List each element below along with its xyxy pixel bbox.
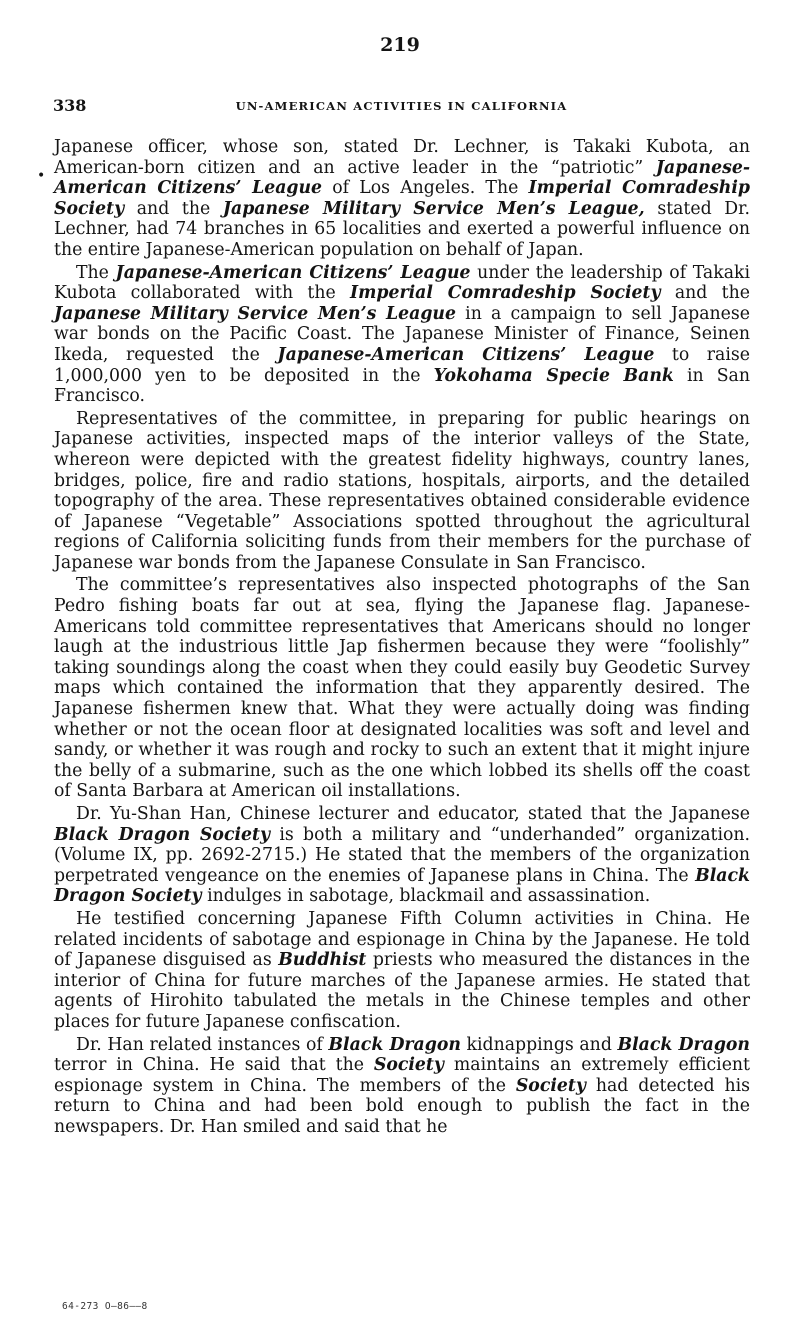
italic-name: Society bbox=[515, 1075, 586, 1096]
italic-name: Black Dragon bbox=[328, 1034, 461, 1055]
text-run: and the bbox=[124, 198, 223, 219]
italic-name: Black Dragon bbox=[617, 1034, 750, 1055]
italic-name: Japanese-American Citizens’ League bbox=[54, 157, 750, 199]
italic-name: Buddhist bbox=[278, 950, 367, 971]
italic-name: Imperial Comradeship Society bbox=[54, 178, 750, 219]
running-title: UN-AMERICAN ACTIVITIES IN CALIFORNIA bbox=[235, 99, 568, 113]
margin-mark: • bbox=[37, 168, 46, 184]
text-run: Dr. Yu-Shan Han, Chinese lecturer and educator, stated that the Japanese bbox=[76, 804, 750, 824]
italic-name: Japanese Military Service Men’s League bbox=[54, 303, 456, 324]
text-run: Japanese officer, whose son, stated Dr. Lechner, is Takaki Kubota, an American-born citizen and an active leader in the “patriotic” bbox=[54, 137, 750, 178]
italic-name: Black Dragon Society bbox=[54, 824, 271, 845]
folio-number: 338 bbox=[53, 96, 87, 115]
paragraph bbox=[54, 137, 750, 261]
paragraph bbox=[54, 1035, 750, 1138]
paragraph bbox=[54, 409, 750, 574]
text-run: of Los Angeles. The bbox=[322, 178, 529, 199]
paragraph bbox=[54, 575, 750, 802]
text-run: The committee’s representatives also inspected photographs of the San Pedro fishing boats far out at sea, flying the Japanese flag. Japanese-Americans told committee representatives that Americans should no longer laugh at the industrious little Jap fishermen because they were “foolishly” taking soundings along the coast when they could easily buy Geodetic Survey maps which contained the information that they apparently desired. The Japanese fishermen knew that. What they were actually doing was finding whether or not the ocean floor at designated localities was soft and level and sandy, or whether it was rough and rocky to such an extent that it might injure the belly of a submarine, such as the one which lobbed its shells off the coast of Santa Barbara at American oil installations. bbox=[54, 575, 750, 802]
print-code: 64-273 O—86——8 bbox=[62, 1301, 148, 1312]
text-run: under the leadership of Takaki Kubota collaborated with the bbox=[54, 262, 750, 304]
text-run: in a campaign to sell Japanese war bonds on the Pacific Coast. The Japanese Minister of Finance, Seinen Ikeda, requested the bbox=[54, 303, 750, 365]
text-run: is both a military and “underhanded” organization. (Volume IX, pp. 2692-2715.) He stated that the members of the organization perpetrated vengeance on the enemies of Japanese plans in China. The bbox=[54, 824, 750, 886]
italic-name: Japanese-American Citizens’ League bbox=[115, 262, 471, 283]
text-run: and the bbox=[660, 283, 750, 304]
paragraph bbox=[54, 804, 750, 907]
text-run: kidnappings and bbox=[460, 1034, 618, 1055]
italic-name: Japanese-American Citizens’ League bbox=[277, 344, 655, 365]
text-run: The bbox=[76, 262, 116, 283]
body-text bbox=[54, 137, 750, 1138]
italic-name: Society bbox=[373, 1055, 444, 1076]
italic-name: Japanese Military Service Men’s League, bbox=[222, 198, 645, 219]
italic-name: Black Dragon Society bbox=[54, 865, 750, 907]
text-run: indulges in sabotage, blackmail and assassination. bbox=[201, 886, 651, 907]
paragraph bbox=[54, 263, 750, 407]
text-run: in San Francisco. bbox=[54, 365, 750, 407]
text-run: terror in China. He said that the bbox=[54, 1055, 374, 1076]
text-run: Dr. Han related instances of bbox=[76, 1034, 329, 1055]
text-run: to raise 1,000,000 yen to be deposited in the bbox=[54, 344, 750, 386]
italic-name: Yokohama Specie Bank bbox=[433, 365, 674, 386]
italic-name: Imperial Comradeship Society bbox=[350, 283, 661, 304]
text-run: He testified concerning Japanese Fifth Column activities in China. He related incidents of sabotage and espionage in China by the Japanese. He told of Japanese disguised as bbox=[54, 908, 750, 971]
text-run: priests who measured the distances in the interior of China for future marches of the Japanese armies. He stated that agents of Hirohito tabulated the metals in the Chinese temples and other places for future Japanese confiscation. bbox=[54, 950, 750, 1032]
text-run: Representatives of the committee, in preparing for public hearings on Japanese activities, inspected maps of the interior valleys of the State, whereon were depicted with the greatest fidelity highways, country lanes, bridges, police, fire and radio stations, hospitals, airports, and the detailed topography of the area. These representatives obtained considerable evidence of Japanese “Vegetable” Associations spotted throughout the agricultural regions of California soliciting funds from their members for the purchase of Japanese war bonds from the Japanese Consulate in San Francisco. bbox=[54, 408, 750, 573]
text-run: had detected his return to China and had been bold enough to publish the fact in the newspapers. Dr. Han smiled and said that he bbox=[54, 1075, 751, 1137]
paragraph bbox=[54, 909, 750, 1033]
text-run: maintains an extremely efficient espionage system in China. The members of the bbox=[54, 1055, 750, 1096]
text-run: stated Dr. Lechner, had 74 branches in 65 localities and exerted a powerful influence on the entire Japanese-American population on behalf of Japan. bbox=[54, 198, 751, 260]
page-number: 219 bbox=[380, 34, 420, 56]
running-header bbox=[53, 96, 750, 118]
